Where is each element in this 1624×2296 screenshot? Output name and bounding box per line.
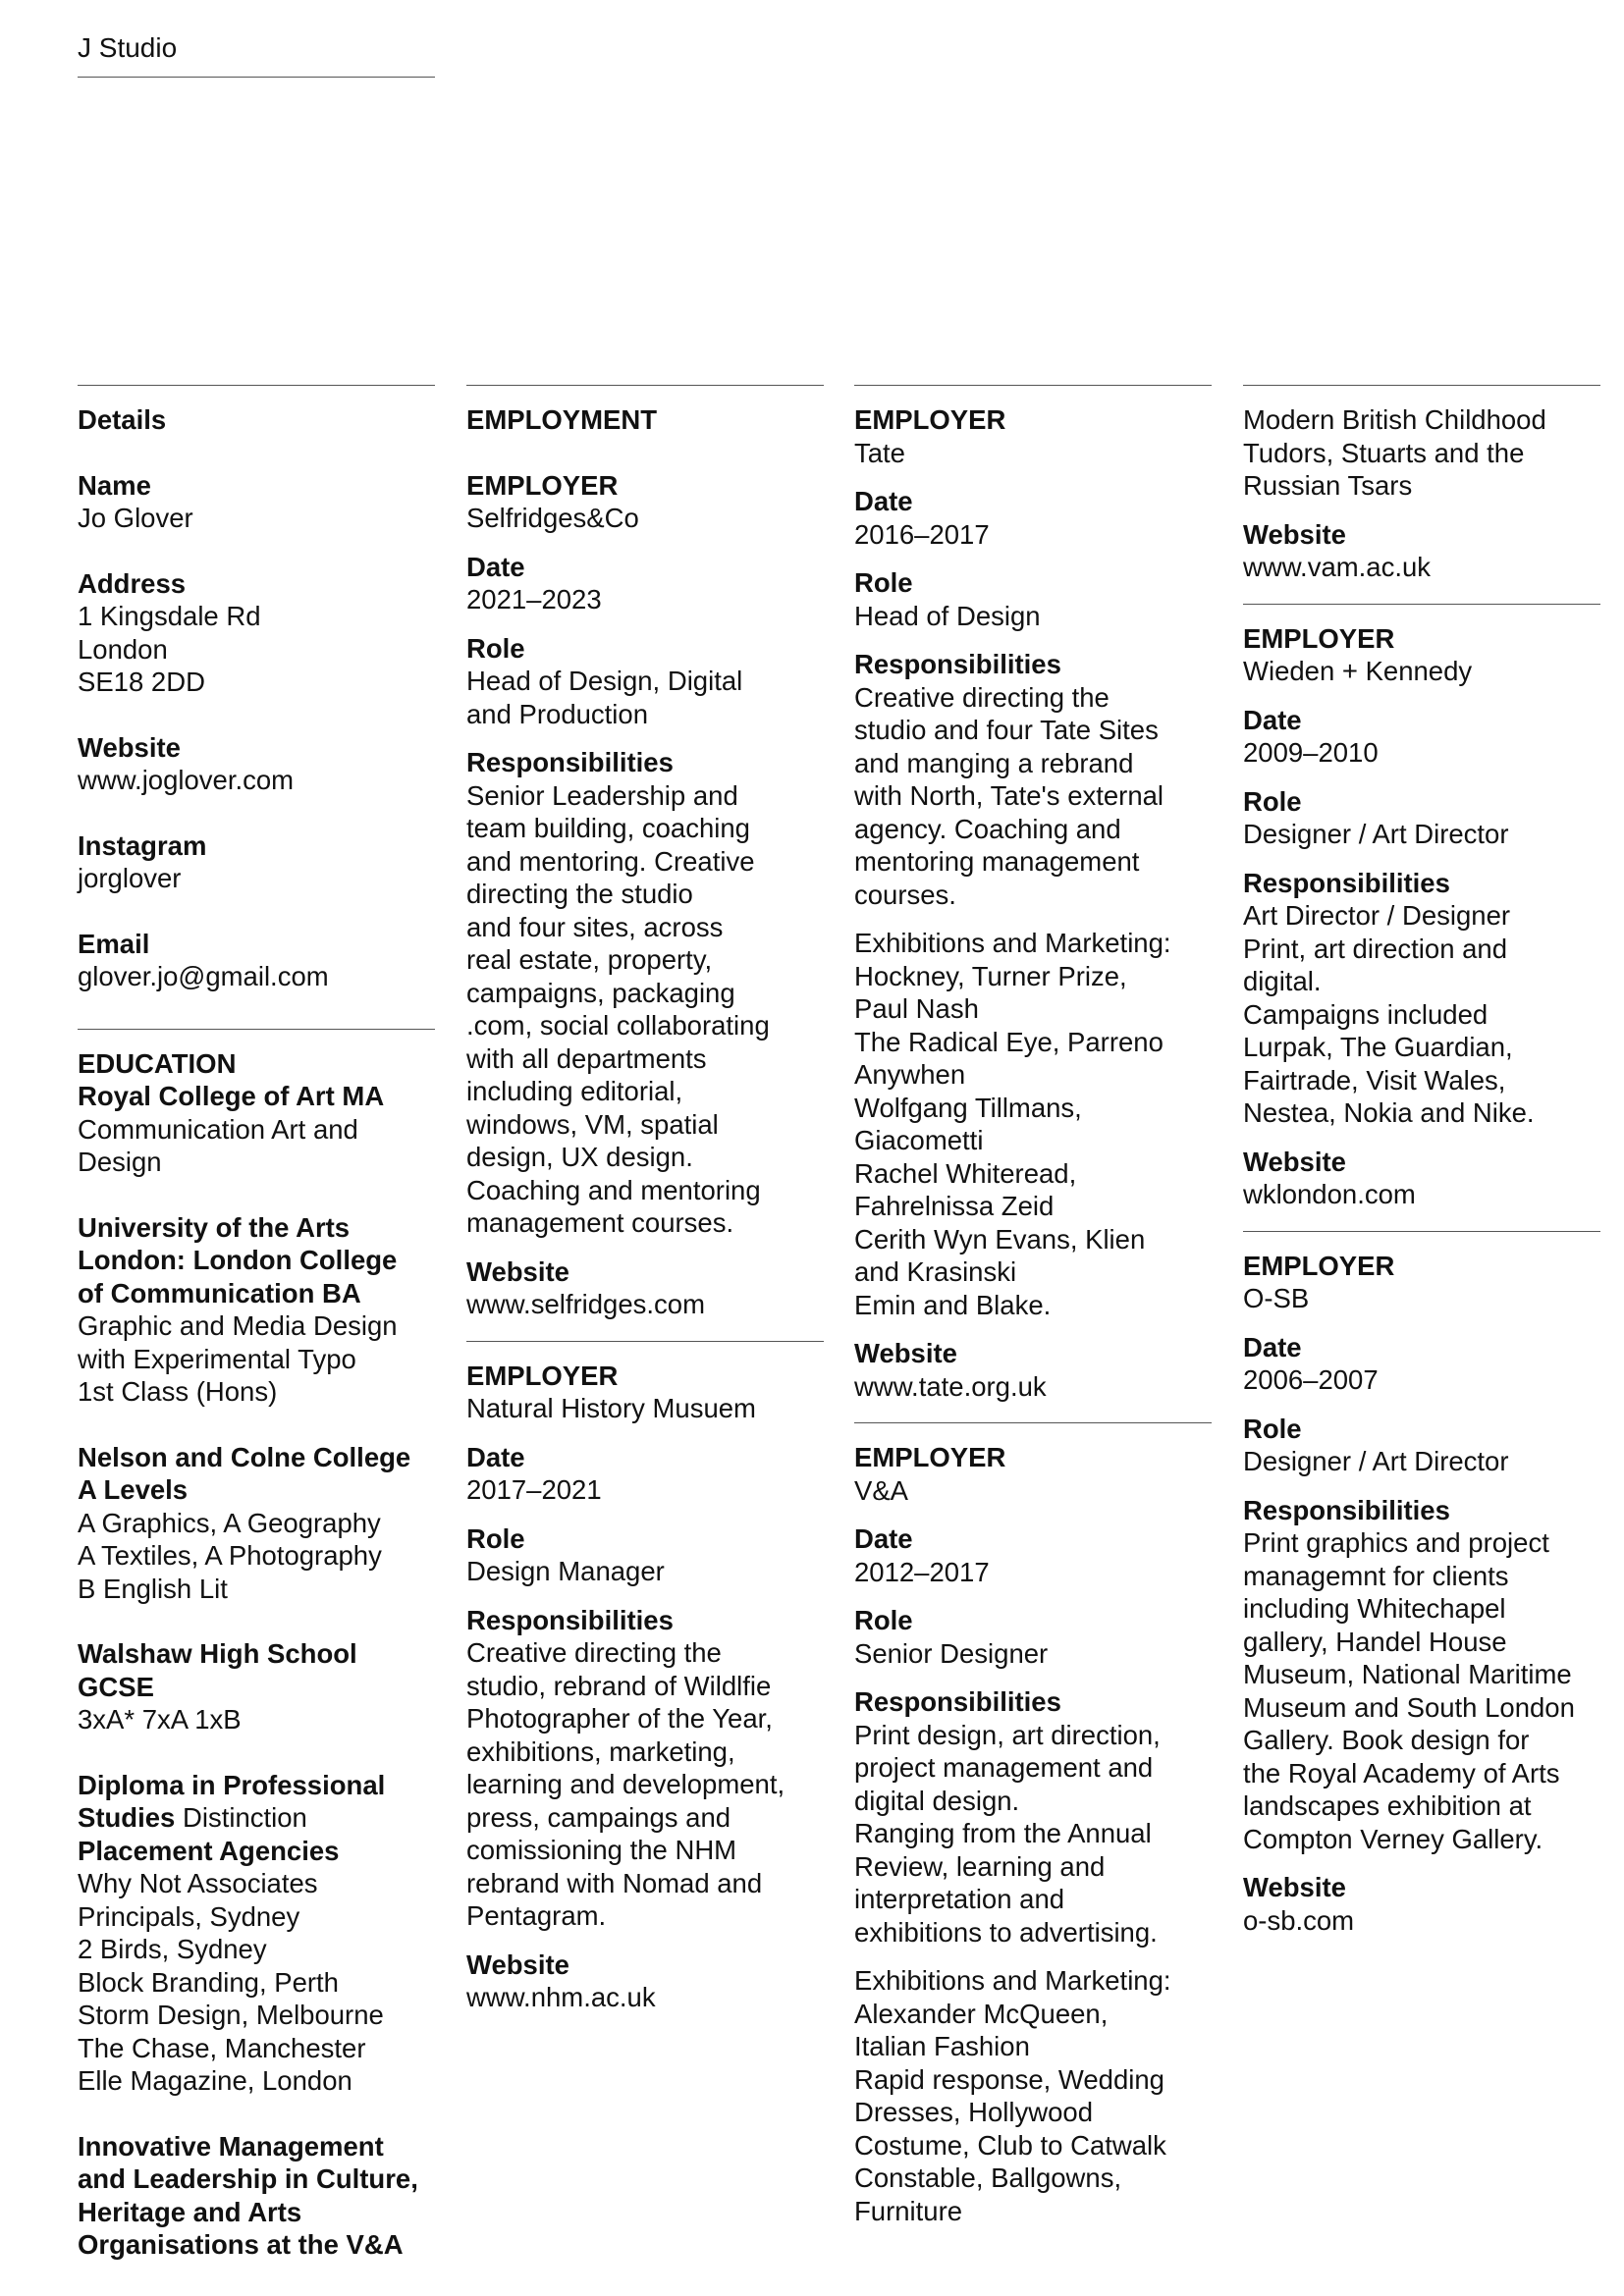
date-label: Date (466, 1441, 525, 1472)
role-value: and Production (466, 698, 648, 729)
education-title: University of the Arts (78, 1211, 351, 1243)
placement-item: Storm Design, Melbourne (78, 2000, 384, 2030)
responsibility-line: comissioning the NHM (466, 1835, 737, 1865)
website-label: Website (1243, 518, 1346, 550)
email-block (78, 928, 435, 993)
exhibition-line: Rapid response, Wedding (854, 2063, 1164, 2095)
website-link[interactable]: www.vam.ac.uk (1243, 552, 1432, 582)
responsibility-line: interpretation and (854, 1884, 1065, 1914)
date-value: 2017–2021 (466, 1474, 602, 1505)
exhibition-line: Russian Tsars (1243, 470, 1413, 501)
responsibility-line: learning and development, (466, 1769, 785, 1799)
column-employment-1 (466, 385, 824, 2030)
responsibility-line: Campaigns included (1243, 998, 1489, 1030)
role-value: Designer / Art Director (1243, 1446, 1509, 1476)
responsibility-line: digital. (1243, 966, 1322, 996)
job-va-continued (1243, 403, 1600, 584)
responsibility-line: exhibitions to advertising. (854, 1916, 1158, 1948)
employer-label: EMPLOYER (1243, 622, 1395, 654)
employer-label: EMPLOYER (466, 469, 619, 501)
name-block (78, 469, 435, 535)
responsibility-line: digital design. (854, 1785, 1020, 1816)
role-value: Head of Design (854, 600, 1041, 631)
exhibition-line: Cerith Wyn Evans, Klien (854, 1223, 1146, 1255)
address-line: 1 Kingsdale Rd (78, 601, 261, 631)
exhibition-line: The Radical Eye, Parreno (854, 1026, 1164, 1057)
role-value: Design Manager (466, 1556, 665, 1586)
education-detail: 1st Class (Hons) (78, 1376, 278, 1407)
name-value: Jo Glover (78, 503, 193, 533)
responsibility-line: Compton Verney Gallery. (1243, 1823, 1543, 1854)
website-link[interactable]: www.tate.org.uk (854, 1370, 1047, 1402)
education-detail: 3xA* 7xA 1xB (78, 1704, 242, 1735)
column-employment-3 (1243, 385, 1600, 1952)
responsibility-line: and four sites, across (466, 911, 724, 942)
responsibility-line: Print graphics and project (1243, 1527, 1549, 1558)
website-link[interactable]: wklondon.com (1243, 1179, 1416, 1209)
responsibilities-label: Responsibilities (466, 747, 674, 777)
responsibility-line: .com, social collaborating (466, 1010, 770, 1041)
placement-item: Block Branding, Perth (78, 1966, 339, 1998)
exhibition-line: Fahrelnissa Zeid (854, 1191, 1055, 1221)
role-value: Designer / Art Director (1243, 819, 1509, 849)
innovative-title: and Leadership in Culture, (78, 2163, 418, 2194)
responsibility-line: Creative directing the (466, 1637, 722, 1668)
exhibition-line: Modern British Childhood (1243, 404, 1546, 435)
job-osb (1243, 1231, 1600, 1938)
exhibition-line: Exhibitions and Marketing: (854, 928, 1171, 958)
education-title: A Levels (78, 1474, 189, 1505)
education-title: of Communication BA (78, 1277, 361, 1308)
responsibility-line: Museum, National Maritime (1243, 1659, 1572, 1689)
education-item (78, 1080, 435, 1179)
website-link[interactable]: o-sb.com (1243, 1904, 1355, 1936)
date-label: Date (466, 551, 525, 582)
responsibility-line: exhibitions, marketing, (466, 1735, 735, 1767)
placement-item: The Chase, Manchester (78, 2032, 366, 2063)
placement-item: Why Not Associates (78, 1868, 318, 1898)
date-value: 2016–2017 (854, 518, 990, 550)
job-nhm (466, 1341, 824, 2014)
responsibilities-label: Responsibilities (854, 1686, 1061, 1717)
role-label: Role (1243, 785, 1302, 817)
column-details (78, 385, 435, 2262)
education-item (78, 1211, 435, 1409)
role-label: Role (854, 1605, 913, 1635)
education-detail: A Graphics, A Geography (78, 1507, 381, 1538)
responsibility-line: rebrand with Nomad and (466, 1867, 763, 1898)
email-label: Email (78, 928, 150, 959)
education-title: GCSE (78, 1671, 154, 1702)
employer-label: EMPLOYER (854, 404, 1006, 435)
date-value: 2012–2017 (854, 1556, 990, 1587)
instagram-block (78, 829, 435, 895)
responsibility-line: the Royal Academy of Arts (1243, 1757, 1560, 1789)
responsibility-line: Pentagram. (466, 1900, 607, 1931)
employer-name: Wieden + Kennedy (1243, 656, 1473, 686)
responsibility-line: Print, art direction and (1243, 933, 1508, 964)
responsibilities-label: Responsibilities (1243, 1494, 1450, 1525)
details-heading: Details (78, 404, 167, 435)
responsibility-line: Photographer of the Year, (466, 1703, 773, 1734)
exhibition-line: Costume, Club to Catwalk (854, 2129, 1166, 2161)
website-label: Website (466, 1255, 569, 1287)
website-label: Website (1243, 1872, 1346, 1902)
exhibition-line: Paul Nash (854, 993, 979, 1024)
education-detail: B English Lit (78, 1573, 228, 1604)
employer-label: EMPLOYER (1243, 1250, 1395, 1281)
employer-name: Tate (854, 437, 905, 468)
exhibition-line: Rachel Whiteread, (854, 1157, 1077, 1189)
address-block (78, 567, 435, 699)
education-title: Royal College of Art MA (78, 1081, 385, 1111)
responsibility-line: managemnt for clients (1243, 1560, 1509, 1591)
responsibility-line: agency. Coaching and (854, 813, 1121, 844)
responsibility-line: Art Director / Designer (1243, 900, 1511, 931)
website-block (78, 731, 435, 797)
responsibility-line: windows, VM, spatial (466, 1108, 719, 1140)
role-value: Senior Designer (854, 1637, 1049, 1669)
responsibility-line: courses. (854, 879, 956, 910)
employer-name: Selfridges&Co (466, 503, 639, 533)
role-label: Role (466, 632, 525, 664)
innovative-title: Organisations at the V&A (78, 2229, 404, 2260)
placement-item: Elle Magazine, London (78, 2065, 352, 2096)
placement-title: Placement Agencies (78, 1835, 340, 1866)
exhibition-line: Tudors, Stuarts and the (1243, 437, 1525, 468)
job-selfridges (466, 469, 824, 1321)
name-label: Name (78, 469, 151, 501)
responsibility-line: Review, learning and (854, 1850, 1106, 1882)
responsibility-line: campaigns, packaging (466, 977, 735, 1008)
role-value: Head of Design, Digital (466, 666, 743, 696)
diploma-title: Studies (78, 1802, 176, 1833)
exhibition-line: Italian Fashion (854, 2031, 1030, 2061)
diploma-block (78, 1769, 435, 2098)
website-link[interactable]: www.selfridges.com (466, 1289, 705, 1319)
responsibility-line: mentoring management (854, 846, 1140, 877)
employment-heading-block (466, 403, 824, 437)
education-detail: Graphic and Media Design (78, 1310, 398, 1341)
responsibility-line: Fairtrade, Visit Wales, (1243, 1064, 1506, 1095)
responsibility-line: gallery, Handel House (1243, 1626, 1507, 1657)
job-wieden-kennedy (1243, 604, 1600, 1211)
education-section (78, 1029, 435, 2262)
date-label: Date (1243, 704, 1302, 735)
email-link[interactable]: glover.jo@gmail.com (78, 961, 329, 991)
exhibition-line: Emin and Blake. (854, 1289, 1052, 1320)
exhibition-line: Exhibitions and Marketing: (854, 1965, 1171, 1996)
exhibition-line: Anywhen (854, 1059, 966, 1090)
exhibition-line: Alexander McQueen, (854, 1998, 1109, 2029)
job-va (854, 1422, 1212, 2227)
exhibition-line: Dresses, Hollywood (854, 2097, 1094, 2127)
responsibility-line: directing the studio (466, 879, 693, 909)
exhibition-line: Furniture (854, 2195, 963, 2226)
responsibility-line: including Whitechapel (1243, 1593, 1506, 1624)
responsibility-line: team building, coaching (466, 813, 750, 843)
employment-heading: EMPLOYMENT (466, 404, 658, 435)
date-value: 2006–2007 (1243, 1364, 1379, 1395)
responsibility-line: Print design, art direction, (854, 1719, 1161, 1750)
exhibition-line: Giacometti (854, 1125, 984, 1155)
education-detail: with Experimental Typo (78, 1343, 356, 1374)
date-label: Date (1243, 1331, 1302, 1362)
responsibility-line: real estate, property, (466, 944, 713, 975)
instagram-label: Instagram (78, 829, 207, 861)
responsibility-line: studio and four Tate Sites (854, 715, 1159, 745)
exhibition-line: Hockney, Turner Prize, (854, 960, 1127, 991)
address-line: SE18 2DD (78, 667, 205, 697)
website-link[interactable]: www.joglover.com (78, 765, 295, 795)
exhibition-line: Wolfgang Tillmans, (854, 1092, 1082, 1123)
responsibility-line: management courses. (466, 1207, 734, 1238)
responsibility-line: design, UX design. (466, 1142, 693, 1172)
placement-item: 2 Birds, Sydney (78, 1934, 267, 1964)
website-link[interactable]: www.nhm.ac.uk (466, 1982, 656, 2012)
column-employment-2 (854, 385, 1212, 2227)
exhibition-line: Constable, Ballgowns, (854, 2163, 1122, 2193)
diploma-grade: Distinction (182, 1802, 307, 1833)
responsibilities-label: Responsibilities (854, 649, 1061, 679)
responsibility-line: Creative directing the (854, 681, 1110, 713)
role-label: Role (466, 1522, 525, 1554)
brand-name: J Studio (78, 31, 435, 78)
employer-label: EMPLOYER (854, 1442, 1006, 1472)
responsibility-line: landscapes exhibition at (1243, 1790, 1532, 1821)
education-title: Nelson and Colne College (78, 1441, 411, 1472)
date-label: Date (854, 486, 913, 516)
responsibility-line: press, campaings and (466, 1801, 731, 1833)
employer-name: V&A (854, 1474, 909, 1506)
address-line: London (78, 633, 168, 665)
education-item (78, 1637, 435, 1736)
date-value: 2021–2023 (466, 584, 602, 614)
role-label: Role (854, 567, 913, 598)
diploma-title: Diploma in Professional (78, 1769, 386, 1800)
responsibility-line: Coaching and mentoring (466, 1174, 761, 1205)
responsibility-line: Gallery. Book design for (1243, 1725, 1530, 1755)
responsibility-line: with all departments (466, 1042, 707, 1074)
innovative-title: Heritage and Arts (78, 2196, 302, 2227)
education-heading: EDUCATION (78, 1047, 237, 1079)
education-title: London: London College (78, 1245, 398, 1275)
employer-name: Natural History Musuem (466, 1393, 756, 1423)
responsibility-line: Ranging from the Annual (854, 1818, 1152, 1848)
role-label: Role (1243, 1413, 1302, 1444)
education-detail: Design (78, 1147, 162, 1177)
details-section (78, 403, 435, 437)
responsibility-line: with North, Tate's external (854, 780, 1164, 811)
education-detail: Communication Art and (78, 1113, 358, 1145)
education-detail: A Textiles, A Photography (78, 1540, 382, 1571)
responsibility-line: and manging a rebrand (854, 747, 1134, 778)
education-title: Walshaw High School (78, 1638, 357, 1669)
date-value: 2009–2010 (1243, 737, 1379, 768)
responsibility-line: and mentoring. Creative (466, 845, 755, 877)
job-tate (854, 403, 1212, 1403)
exhibition-line: and Krasinski (854, 1256, 1017, 1287)
innovative-block (78, 2130, 435, 2262)
placement-item: Principals, Sydney (78, 1900, 300, 1932)
responsibility-line: Museum and South London (1243, 1691, 1575, 1723)
employer-label: EMPLOYER (466, 1360, 619, 1391)
responsibilities-label: Responsibilities (466, 1604, 674, 1635)
responsibility-line: Nestea, Nokia and Nike. (1243, 1097, 1535, 1128)
responsibility-line: project management and (854, 1752, 1154, 1783)
responsibility-line: Senior Leadership and (466, 779, 738, 811)
employer-name: O-SB (1243, 1283, 1310, 1313)
website-label: Website (466, 1949, 569, 1980)
responsibility-line: including editorial, (466, 1076, 683, 1106)
innovative-title: Innovative Management (78, 2130, 384, 2162)
responsibility-line: Lurpak, The Guardian, (1243, 1032, 1513, 1062)
website-label: Website (78, 731, 181, 763)
education-item (78, 1441, 435, 1606)
responsibilities-label: Responsibilities (1243, 867, 1450, 898)
instagram-handle[interactable]: jorglover (78, 863, 182, 893)
website-label: Website (854, 1338, 957, 1368)
date-label: Date (854, 1523, 913, 1554)
address-label: Address (78, 567, 187, 599)
website-label: Website (1243, 1146, 1346, 1177)
responsibility-line: studio, rebrand of Wildlfie (466, 1670, 772, 1701)
